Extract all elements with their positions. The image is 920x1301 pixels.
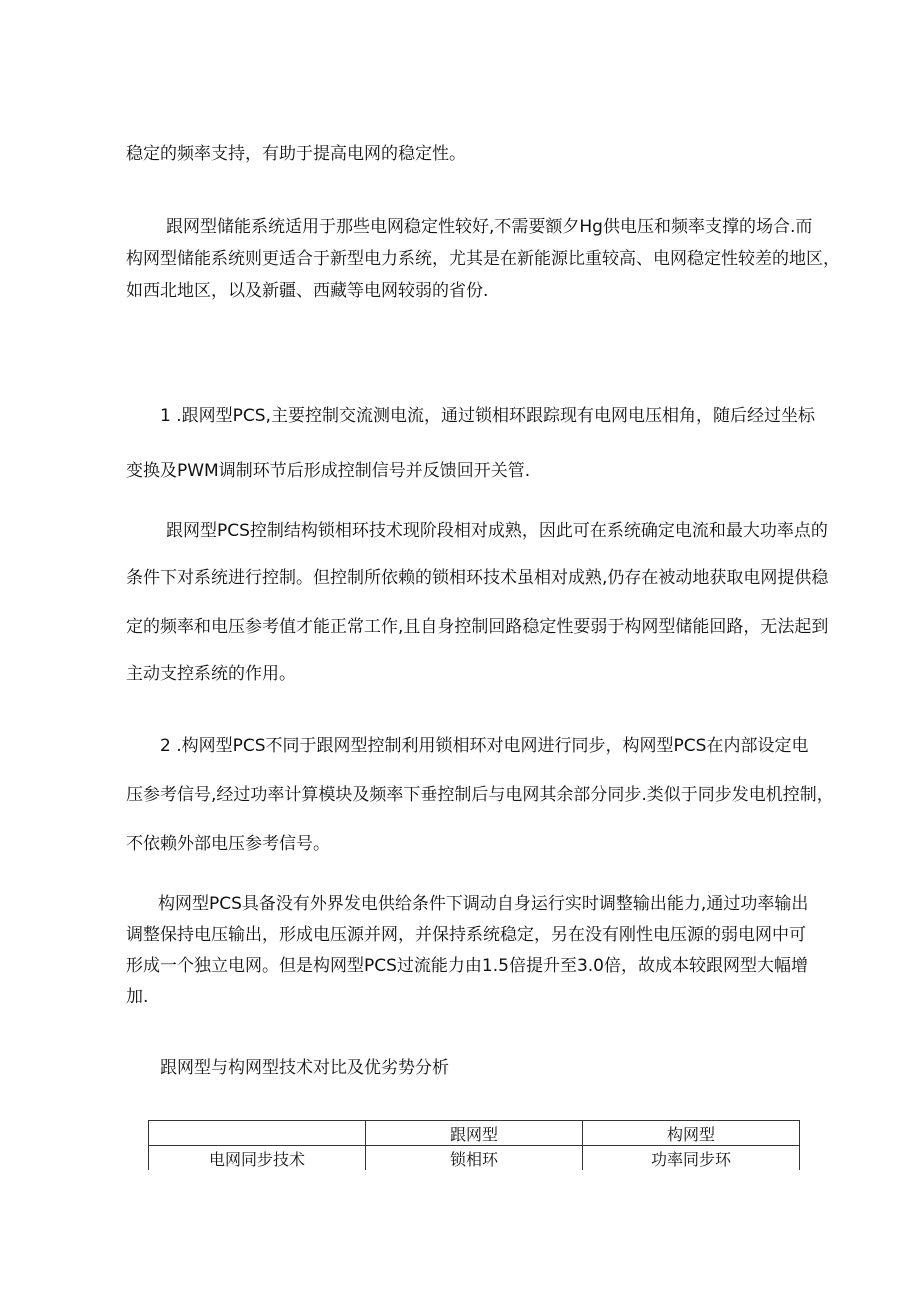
paragraph-line: 构网型PCS具备没有外界发电供给条件下调动自身运行实时调整输出能力,通过功率输出 <box>158 894 809 914</box>
paragraph-line: 定的频率和电压参考值才能正常工作,且自身控制回路稳定性要弱于构网型储能回路，无法起到 <box>126 617 829 637</box>
table-caption: 跟网型与构网型技术对比及优劣势分析 <box>160 1058 449 1078</box>
table-cell: 电网同步技术 <box>149 1146 366 1171</box>
table-header-cell <box>149 1121 366 1146</box>
table-header-cell: 构网型 <box>583 1121 800 1146</box>
paragraph-line: 条件下对系统进行控制。但控制所依赖的锁相环技术虽相对成熟,仍存在被动地获取电网提供稳 <box>126 568 829 588</box>
list-item-line: 1 .跟网型PCS,主要控制交流测电流，通过锁相环跟踪现有电网电压相角，随后经过坐标 <box>160 406 815 426</box>
paragraph-line: 跟网型储能系统适用于那些电网稳定性较好,不需要额夕Hg供电压和频率支撑的场合.而 <box>166 217 813 237</box>
paragraph-line: 形成一个独立电网。但是构网型PCS过流能力由1.5倍提升至3.0倍，故成本较跟网型大幅增 <box>126 956 808 976</box>
paragraph-line: 跟网型PCS控制结构锁相环技术现阶段相对成熟，因此可在系统确定电流和最大功率点的 <box>166 521 828 541</box>
table-row <box>149 1146 800 1171</box>
list-item-line: 变换及PWM调制环节后形成控制信号并反馈回开关管. <box>126 461 531 481</box>
paragraph-line: 如西北地区，以及新疆、西藏等电网较弱的省份. <box>126 281 489 301</box>
paragraph-line: 加. <box>126 987 149 1007</box>
table-cell: 功率同步环 <box>583 1146 800 1171</box>
list-item-line: 不依赖外部电压参考信号。 <box>126 834 330 854</box>
table-cell: 锁相环 <box>366 1146 583 1171</box>
paragraph-line: 调整保持电压输出，形成电压源并网，并保持系统稳定，另在没有刚性电压源的弱电网中可 <box>126 925 806 945</box>
paragraph-line: 构网型储能系统则更适合于新型电力系统，尤其是在新能源比重较高、电网稳定性较差的地区， <box>126 249 840 269</box>
paragraph-line: 稳定的频率支持，有助于提高电网的稳定性。 <box>126 144 466 164</box>
comparison-table <box>148 1120 800 1170</box>
paragraph-line: 主动支控系统的作用。 <box>126 664 296 684</box>
table-header-cell: 跟网型 <box>366 1121 583 1146</box>
list-item-line: 2 .构网型PCS不同于跟网型控制利用锁相环对电网进行同步，构网型PCS在内部设定电 <box>160 736 809 756</box>
table-header-row <box>149 1121 800 1146</box>
list-item-line: 压参考信号,经过功率计算模块及频率下垂控制后与电网其余部分同步.类似于同步发电机控制， <box>126 785 834 805</box>
